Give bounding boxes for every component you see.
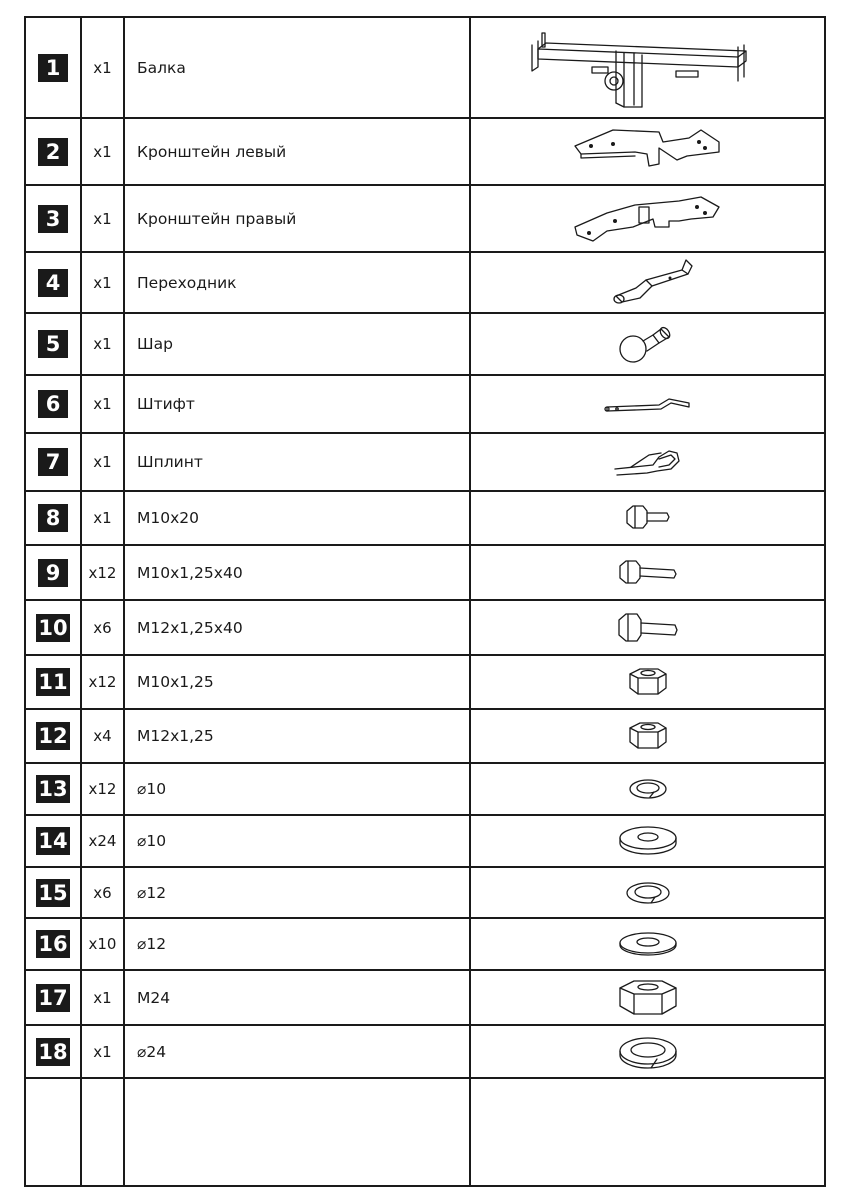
part-name: ⌀24 (124, 1025, 470, 1078)
bolt-large-icon (615, 611, 681, 645)
part-quantity: x6 (81, 867, 124, 918)
part-illustration (470, 918, 825, 970)
tow-bar-beam-icon (528, 23, 768, 113)
part-illustration (470, 491, 825, 545)
part-name: ⌀12 (124, 867, 470, 918)
part-illustration (470, 375, 825, 433)
part-illustration (470, 252, 825, 313)
part-number-badge: 4 (38, 269, 68, 297)
parts-row (25, 433, 825, 491)
part-name: Балка (124, 17, 470, 118)
bolt-short-icon (623, 503, 673, 533)
part-name: M12x1,25x40 (124, 600, 470, 655)
parts-row (25, 252, 825, 313)
part-number-badge: 9 (38, 559, 68, 587)
part-number-badge: 1 (38, 54, 68, 82)
part-name: M10x1,25 (124, 655, 470, 709)
part-number-badge: 15 (38, 880, 68, 905)
part-name: Кронштейн левый (124, 118, 470, 185)
part-number-badge: 16 (38, 932, 68, 956)
part-illustration (470, 867, 825, 918)
adapter-icon (598, 258, 698, 308)
part-name: M12x1,25 (124, 709, 470, 763)
part-number-badge: 6 (38, 390, 68, 418)
parts-row (25, 491, 825, 545)
large-spring-washer-icon (615, 1033, 681, 1071)
part-quantity: x1 (81, 118, 124, 185)
part-quantity: x4 (81, 709, 124, 763)
part-name: Шплинт (124, 433, 470, 491)
part-quantity: x1 (81, 375, 124, 433)
part-quantity: x12 (81, 545, 124, 600)
parts-row (25, 709, 825, 763)
flat-washer-thin-icon (616, 929, 680, 959)
part-number-badge: 2 (38, 138, 68, 166)
bolt-long-icon (616, 558, 680, 588)
part-quantity: x1 (81, 491, 124, 545)
part-illustration (470, 709, 825, 763)
part-number-badge: 10 (38, 615, 68, 640)
part-name: ⌀10 (124, 763, 470, 815)
part-name: ⌀12 (124, 918, 470, 970)
part-illustration (470, 655, 825, 709)
part-quantity: x6 (81, 600, 124, 655)
part-name: Переходник (124, 252, 470, 313)
part-name: Штифт (124, 375, 470, 433)
parts-row (25, 970, 825, 1025)
parts-row (25, 118, 825, 185)
part-number-badge: 8 (38, 504, 68, 532)
part-illustration (470, 970, 825, 1025)
part-quantity: x1 (81, 17, 124, 118)
part-quantity: x1 (81, 433, 124, 491)
parts-row (25, 600, 825, 655)
part-name: ⌀10 (124, 815, 470, 867)
large-hex-nut-icon (616, 978, 680, 1018)
parts-row (25, 1025, 825, 1078)
part-number-badge: 12 (38, 724, 68, 748)
part-quantity: x1 (81, 970, 124, 1025)
part-name: Кронштейн правый (124, 185, 470, 252)
part-illustration (470, 545, 825, 600)
part-number-badge: 17 (38, 985, 68, 1010)
part-illustration (470, 118, 825, 185)
pin-icon (603, 389, 693, 419)
empty-row (25, 1078, 825, 1186)
part-name: M10x1,25x40 (124, 545, 470, 600)
parts-row (25, 815, 825, 867)
part-quantity: x12 (81, 763, 124, 815)
part-quantity: x1 (81, 185, 124, 252)
part-illustration (470, 313, 825, 375)
part-quantity: x24 (81, 815, 124, 867)
hex-nut-icon (626, 720, 670, 752)
parts-row (25, 867, 825, 918)
parts-row (25, 375, 825, 433)
part-number-badge: 11 (38, 670, 68, 694)
part-number-badge: 5 (38, 330, 68, 358)
tow-ball-icon (613, 319, 683, 369)
part-illustration (470, 185, 825, 252)
left-bracket-icon (573, 124, 723, 180)
part-quantity: x1 (81, 313, 124, 375)
part-illustration (470, 600, 825, 655)
part-illustration (470, 815, 825, 867)
parts-row (25, 313, 825, 375)
cotter-pin-icon (613, 445, 683, 479)
parts-row (25, 545, 825, 600)
part-quantity: x10 (81, 918, 124, 970)
flat-washer-icon (616, 823, 680, 859)
part-number-badge: 14 (38, 829, 68, 853)
hex-nut-icon (626, 666, 670, 698)
spring-washer-icon (626, 776, 670, 802)
parts-row (25, 763, 825, 815)
part-illustration (470, 433, 825, 491)
parts-row (25, 655, 825, 709)
spring-washer-icon (623, 878, 673, 908)
part-quantity: x12 (81, 655, 124, 709)
part-illustration (470, 1025, 825, 1078)
right-bracket-icon (573, 191, 723, 247)
part-illustration (470, 763, 825, 815)
part-name: M24 (124, 970, 470, 1025)
part-quantity: x1 (81, 1025, 124, 1078)
part-number-badge: 13 (38, 777, 68, 801)
part-number-badge: 18 (38, 1039, 68, 1064)
part-number-badge: 7 (38, 448, 68, 476)
part-number-badge: 3 (38, 205, 68, 233)
parts-row (25, 918, 825, 970)
parts-row (25, 17, 825, 118)
part-name: M10x20 (124, 491, 470, 545)
part-name: Шар (124, 313, 470, 375)
part-illustration (470, 17, 825, 118)
parts-row (25, 185, 825, 252)
part-quantity: x1 (81, 252, 124, 313)
parts-list-table (24, 16, 826, 1187)
